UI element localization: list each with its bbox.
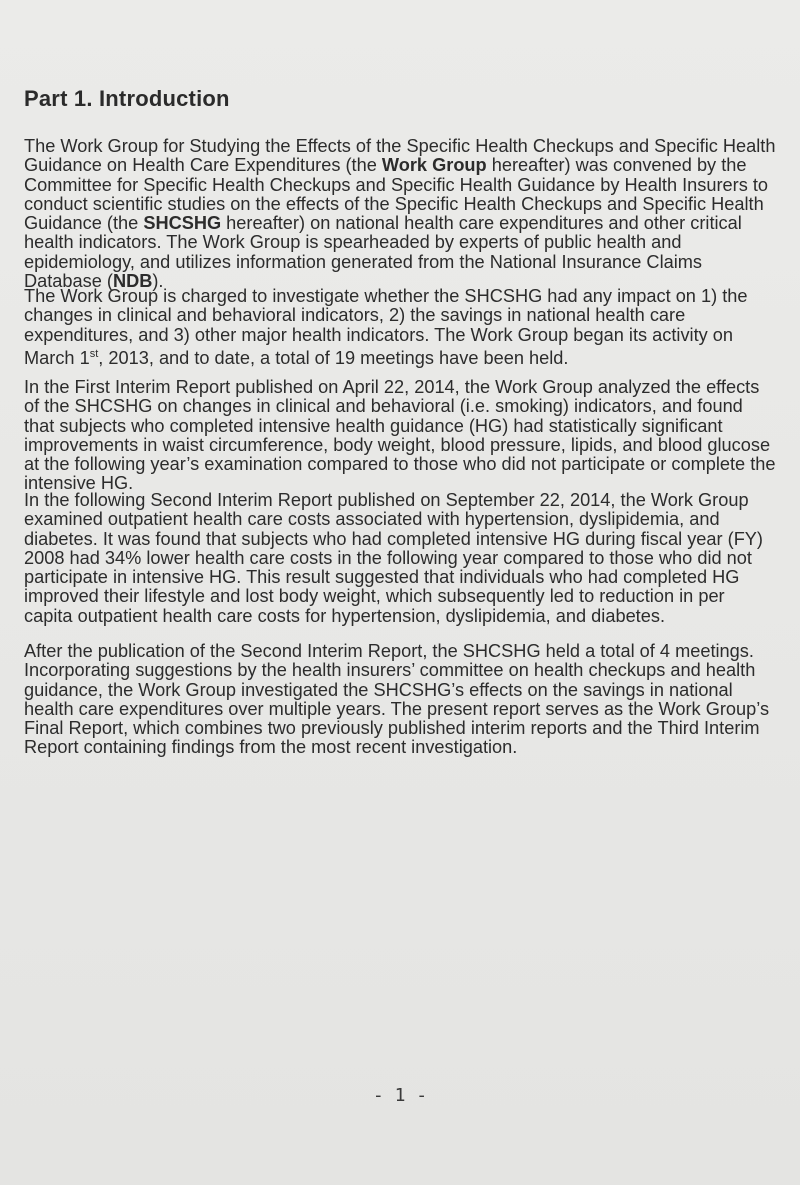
p1-text-4: ). [152,271,164,292]
p1-bold-shcshg: SHCSHG [143,213,222,234]
page-number: - 1 - [372,1085,428,1106]
p2-text-2: , 2013, and to date, a total of 19 meetings have been held. [98,347,569,368]
p1-text-3: hereafter) on national health care expenditures and other critical health indicators. The Work Group is spearheaded by experts of public health and epidemiology, and utilizes information generated from the National Insurance Claims Database ( [24,213,742,292]
paragraph-work-group-charge [24,287,776,368]
paragraph-first-interim-report: In the First Interim Report published on April 22, 2014, the Work Group analyzed the effects of the SHCSHG on changes in clinical and behavioral (i.e. smoking) indicators, and found that subjects who completed intensive health guidance (HG) had statistically significant improvements in waist circumference, body weight, blood pressure, lipids, and blood glucose at the following year’s examination compared to those who did not participate or complete the intensive HG. [24,377,776,494]
p1-bold-ndb: NDB [112,271,153,292]
paragraph-final-report: After the publication of the Second Interim Report, the SHCSHG held a total of 4 meetings. Incorporating suggestions by the health insurers’ committee on health checkups and health guidance, the Work Group investigated the SHCSHG’s effects on the savings in national health care expenditures over multiple years. The present report serves as the Work Group’s Final Report, which combines two previously published interim reports and the Third Interim Report containing findings from the most recent investigation. [24,641,770,758]
p2-superscript: st [89,347,99,360]
section-heading: Part 1. Introduction [24,86,230,111]
p1-text-2: hereafter) was convened by the Committee for Specific Health Checkups and Specific Health Guidance by Health Insurers to conduct scientific studies on the effects of the Specific Health Checkups and Specific Health Guidance (the [24,155,769,234]
paragraph-second-interim-report: In the following Second Interim Report published on September 22, 2014, the Work Group examined outpatient health care costs associated with hypertension, dyslipidemia, and diabetes. It was found that subjects who had completed intensive HG during fiscal year (FY) 2008 had 34% lower health care costs in the following year compared to those who did not participate in intensive HG. This result suggested that individuals who had completed HG improved their lifestyle and lost body weight, which subsequently led to reduction in per capita outpatient health care costs for hypertension, dyslipidemia, and diabetes. [24,490,763,626]
p2-text-1: The Work Group is charged to investigate whether the SHCSHG had any impact on 1) the changes in clinical and behavioral indicators, 2) the savings in national health care expenditures, and 3) other major health indicators. The Work Group began its activity on March 1 [24,286,748,368]
p1-bold-work-group: Work Group [381,155,487,176]
paragraph-work-group-intro [24,137,776,291]
p1-text-1: The Work Group for Studying the Effects of the Specific Health Checkups and Specific Health Guidance on Health Care Expenditures (the [24,136,776,176]
